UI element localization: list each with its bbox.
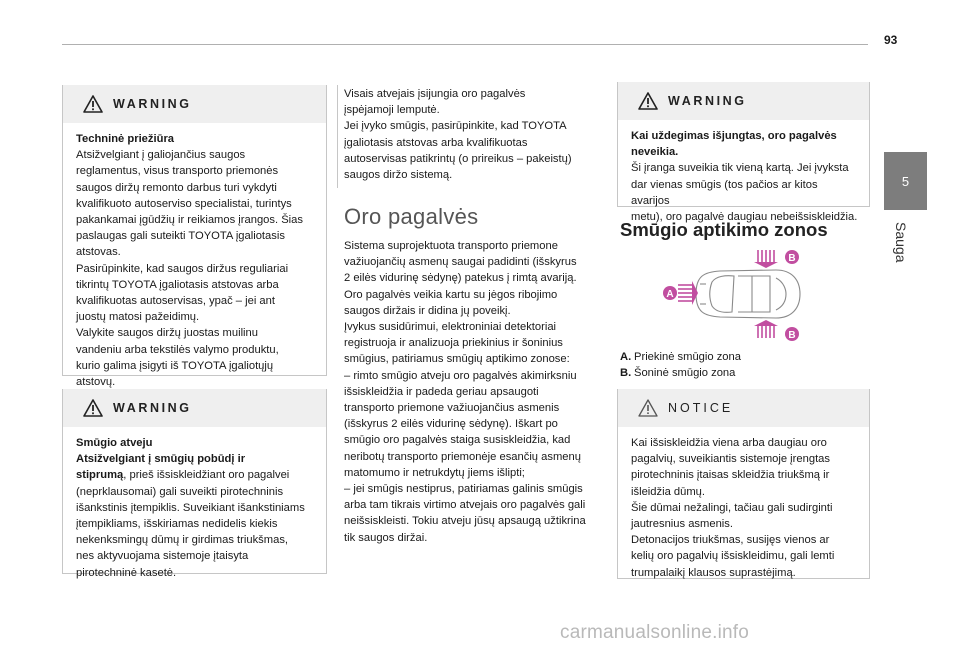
- text-line: važiuojančių asmenų saugai padidinti (išskyrus: [344, 256, 577, 269]
- label-b-bottom: B: [788, 330, 796, 341]
- text-line: Valykite saugos diržų juostas muilinu: [76, 327, 258, 340]
- text-line: nekenksmingų dūmų ir girdimas triukšmas,: [76, 534, 289, 547]
- warning-text: [76, 484, 316, 581]
- airbags-body-text: [344, 238, 606, 546]
- diagram-legend: [620, 349, 741, 381]
- text-line: trumpalaikį klausos suprastėjimą.: [631, 566, 796, 579]
- text-line: pirotechninis įtaisas skleidžia triukšmą ir: [631, 469, 830, 482]
- text-line: kvalifikuotas autoservisas, ypač – jei ant: [76, 295, 275, 308]
- warning-triangle-icon: [83, 95, 103, 113]
- section-heading-airbags: Oro pagalvės: [344, 204, 479, 229]
- label-a: A: [666, 289, 674, 300]
- notice-box-header: [618, 389, 869, 427]
- text-line: atstovų.: [76, 376, 116, 389]
- text-line: Kai išsiskleidžia viena arba daugiau oro: [631, 437, 827, 449]
- warning-box-body: [63, 123, 326, 398]
- bottom-side-impact-arrows: [758, 326, 774, 338]
- text-line: Jei įvyko smūgis, pasirūpinkite, kad TOYOTA: [344, 120, 567, 133]
- legend-key: B.: [620, 367, 632, 379]
- warning-text: [631, 160, 859, 225]
- text-line: įtempikliams, išskiriamas nedidelis kiekis: [76, 518, 278, 531]
- page-number: 93: [884, 33, 898, 47]
- text-line: neribotų transporto priemonėje esančių asmenų: [344, 450, 581, 463]
- text-line: 2 eilės vidurinę sėdynę) patekus į rimtą avariją.: [344, 272, 577, 285]
- text-line: (išskyrus 2 eilės vidurinę sėdynę). Iškart po: [344, 418, 558, 431]
- text-line: vandeniu arba tekstilės valymo produktu,: [76, 343, 279, 356]
- header-rule: [62, 44, 868, 45]
- section-heading-detection-zones: Smūgio aptikimo zonos: [620, 219, 828, 240]
- section-tab-number: 5: [901, 173, 910, 189]
- bottom-side-impact-arrowhead: [754, 320, 778, 326]
- text-line: Šie dūmai nežalingi, tačiau gali sudirginti: [631, 501, 833, 514]
- text-line: kelių oro pagalvių išsiskleidimu, gali lemti: [631, 550, 835, 563]
- text-line: metu), oro pagalvė daugiau nebeišsiskleidžia.: [631, 211, 858, 224]
- legend-text: Šoninė smūgio zona: [634, 367, 736, 379]
- text-line: – jei smūgis nestiprus, patiriamas galinis smūgis: [344, 483, 583, 496]
- legend-text: Priekinė smūgio zona: [634, 351, 741, 363]
- legend-item: [620, 349, 741, 365]
- text-line: juostų matosi pažeidimų.: [76, 311, 200, 324]
- warning-box-maintenance: [62, 85, 327, 389]
- warning-heading-bold: stiprumą: [76, 469, 124, 482]
- text-line: Pasirūpinkite, kad saugos diržus reguliariai: [76, 262, 289, 275]
- section-tab[interactable]: [884, 152, 927, 210]
- text-line: reglamentus, visus transporto priemonės: [76, 165, 279, 178]
- text-line: saugos diržų remonto darbus turi vykdyti: [76, 181, 277, 194]
- text-line: dar vienas smūgis (tos pačios ar kitos avarijos: [631, 178, 818, 207]
- text-line: pirotechninė kasetė.: [76, 566, 177, 579]
- text-line: kvalifikuoto autoserviso specialistai, turintys: [76, 197, 292, 210]
- text-line: autoservisas patikrintų (o prireikus – pakeistų): [344, 152, 572, 165]
- text-line: kurio galima įsigyti iš TOYOTA įgaliotųjų: [76, 359, 274, 372]
- notice-title: NOTICE: [668, 401, 734, 415]
- warning-box-body: [618, 120, 869, 233]
- warning-box-body: [63, 427, 326, 589]
- front-impact-arrows: [678, 285, 692, 301]
- warning-title: WARNING: [668, 94, 747, 108]
- car-outline: [696, 270, 800, 318]
- text-line: išleidžia dūmų.: [631, 485, 705, 498]
- text-line: Sistema suprojektuota transporto priemone: [344, 240, 558, 252]
- text-line: išsiskleidžia ir padeda geriau apsaugoti: [344, 385, 539, 398]
- top-side-impact-arrows: [758, 250, 774, 262]
- text-line: (neprklausomai) gali suveikti pirotechninis: [76, 485, 284, 498]
- warning-heading: Techninė priežiūra: [76, 133, 175, 145]
- legend-key: A.: [620, 351, 632, 363]
- warning-heading-line: [76, 467, 316, 483]
- warning-title: WARNING: [113, 97, 192, 111]
- text-line: atstovas.: [76, 246, 121, 259]
- text-line: paslaugas gali suteikti TOYOTA įgaliotasis: [76, 230, 285, 243]
- warning-triangle-icon: [638, 92, 658, 110]
- top-side-impact-arrowhead: [754, 262, 778, 268]
- text-line: saugos diržais ir didina jų poveikį.: [344, 304, 511, 317]
- warning-box-header: [618, 82, 869, 120]
- warning-box-header: [63, 85, 326, 123]
- seatbelt-check-text: [344, 86, 594, 183]
- text-line: Visais atvejais įsijungia oro pagalvės: [344, 88, 526, 100]
- watermark: carmanualsonline.info: [560, 622, 750, 643]
- warning-heading-rest: , prieš išsiskleidžiant oro pagalvei: [123, 469, 290, 482]
- text-line: nes aktyvuojama sistemoje įtaisyta: [76, 550, 249, 563]
- warning-triangle-icon: [83, 399, 103, 417]
- label-b-top: B: [788, 253, 796, 264]
- text-line: transporto priemone važiuojančius asmenis: [344, 402, 560, 415]
- notice-triangle-icon: [638, 399, 658, 417]
- text-line: tik saugos diržai.: [344, 531, 428, 544]
- text-line: smūgio oro pagalvės staiga susiskleidžia, kad: [344, 434, 571, 447]
- notice-text: [618, 427, 869, 589]
- text-line: išankstinis įtempiklis. Suveikiant išankstiniams: [76, 501, 305, 514]
- warning-text: [76, 147, 316, 390]
- text-line: smūgius, patiriamus smūgių aptikimo zonose:: [344, 353, 570, 366]
- text-line: įgaliotasis atstovas arba kvalifikuotas: [344, 136, 528, 149]
- warning-box-header: [63, 389, 326, 427]
- text-line: Atsižvelgiant į galiojančius saugos: [76, 149, 246, 162]
- warning-title: WARNING: [113, 401, 192, 415]
- legend-item: [620, 365, 741, 381]
- text-line: Oro pagalvės veikia kartu su jėgos ribojimo: [344, 288, 558, 301]
- section-label: Sauga: [893, 222, 909, 263]
- warning-heading: Kai uždegimas išjungtas, oro pagalvės: [631, 130, 837, 142]
- text-line: įspėjamoji lemputė.: [344, 104, 440, 117]
- text-line: saugos diržo sistemą.: [344, 169, 453, 182]
- warning-heading: neveikia.: [631, 146, 679, 159]
- text-line: pagalvių, suveikiantis sistemoje įrengtas: [631, 453, 830, 466]
- text-line: Įvykus susidūrimui, elektroniniai detektoriai: [344, 321, 557, 334]
- warning-heading: Atsižvelgiant į smūgių pobūdį ir: [76, 453, 246, 466]
- text-line: arba tam tikrais virtimo atvejais oro pagalvės gali: [344, 499, 586, 512]
- text-line: Ši įranga suveikia tik vieną kartą. Jei įvyksta: [631, 162, 849, 175]
- text-line: Detonacijos triukšmas, susijęs vienos ar: [631, 534, 830, 547]
- notice-box: [617, 389, 870, 579]
- warning-heading: Smūgio atveju: [76, 437, 153, 449]
- warning-box-impact: [62, 389, 327, 579]
- text-line: pakankamai įgūdžių ir reikiamos įrangos. Šias: [76, 214, 303, 227]
- impact-zones-diagram: [660, 246, 810, 344]
- text-line: neišsiskleisti. Tokiu atveju jūsų apsaugą užtikrina: [344, 515, 586, 528]
- text-line: jautresnius asmenis.: [631, 518, 733, 531]
- column-rule: [337, 85, 338, 188]
- text-line: tikrintų TOYOTA įgaliotasis atstovas arba: [76, 278, 279, 291]
- text-line: matomumo ir netrukdytų jiems išlipti;: [344, 466, 525, 479]
- text-line: registruoja ir analizuoja priekinius ir šoninius: [344, 337, 563, 350]
- text-line: – rimto smūgio atveju oro pagalvės akimirksniu: [344, 369, 577, 382]
- warning-box-ignition: [617, 82, 870, 224]
